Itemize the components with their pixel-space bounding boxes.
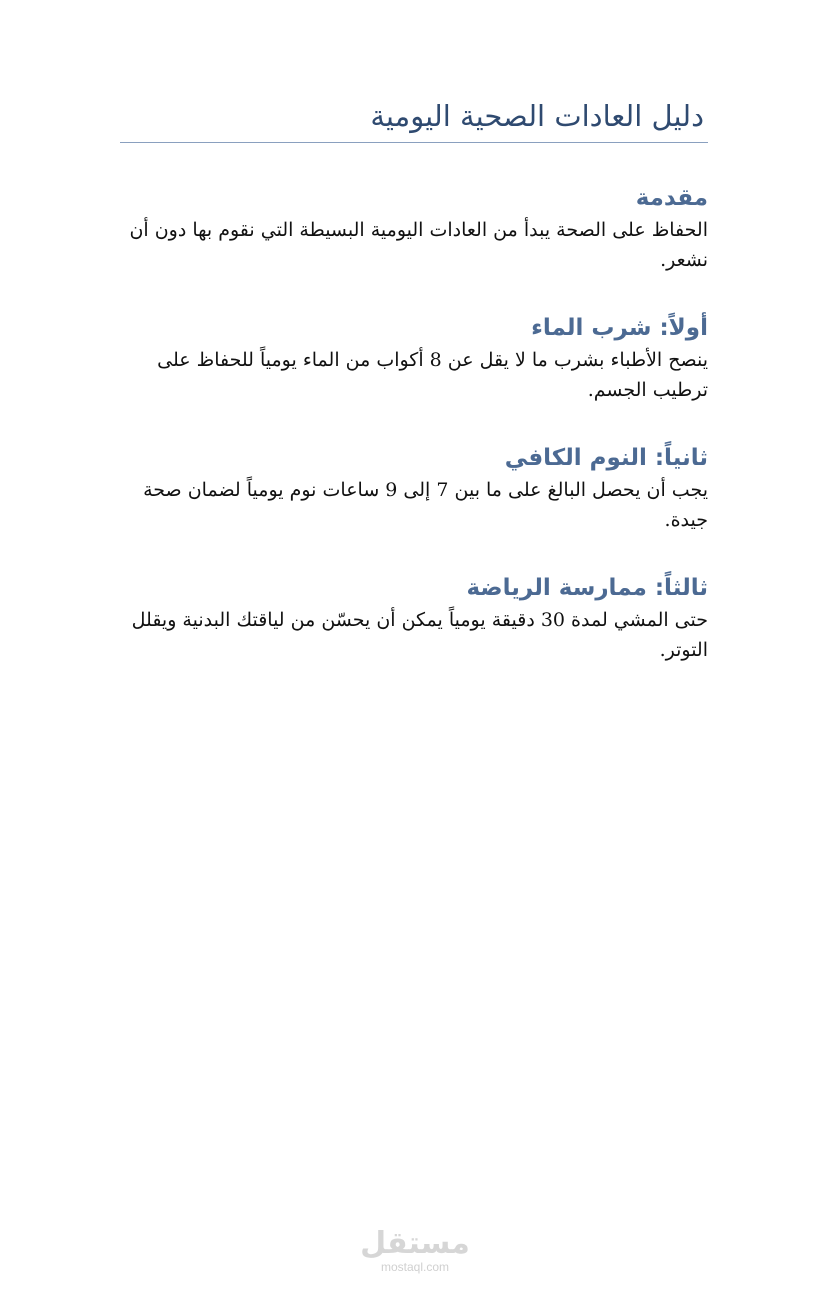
- section-body: حتى المشي لمدة 30 دقيقة يومياً يمكن أن يحسّن من لياقتك البدنية ويقلل التوتر.: [131, 609, 708, 661]
- section-water: [120, 311, 708, 405]
- section-intro: [120, 181, 708, 275]
- page-title: دليل العادات الصحية اليومية: [120, 96, 708, 143]
- section-heading: مقدمة: [635, 185, 708, 211]
- watermark-url: mostaql.com: [380, 1260, 450, 1274]
- section-exercise: [120, 571, 708, 665]
- section-body: الحفاظ على الصحة يبدأ من العادات اليومية البسيطة التي نقوم بها دون أن نشعر.: [129, 219, 708, 271]
- section-sleep: [120, 441, 708, 535]
- document-page: [120, 96, 708, 665]
- mostaql-watermark: [360, 1228, 470, 1274]
- section-body: ينصح الأطباء بشرب ما لا يقل عن 8 أكواب من الماء يومياً للحفاظ على ترطيب الجسم.: [157, 349, 708, 401]
- section-heading: أولاً: شرب الماء: [531, 315, 708, 341]
- section-heading: ثالثاً: ممارسة الرياضة: [466, 575, 708, 601]
- section-body: يجب أن يحصل البالغ على ما بين 7 إلى 9 ساعات نوم يومياً لضمان صحة جيدة.: [143, 479, 708, 531]
- watermark-logo: مستقل: [360, 1226, 470, 1261]
- section-heading: ثانياً: النوم الكافي: [504, 445, 708, 471]
